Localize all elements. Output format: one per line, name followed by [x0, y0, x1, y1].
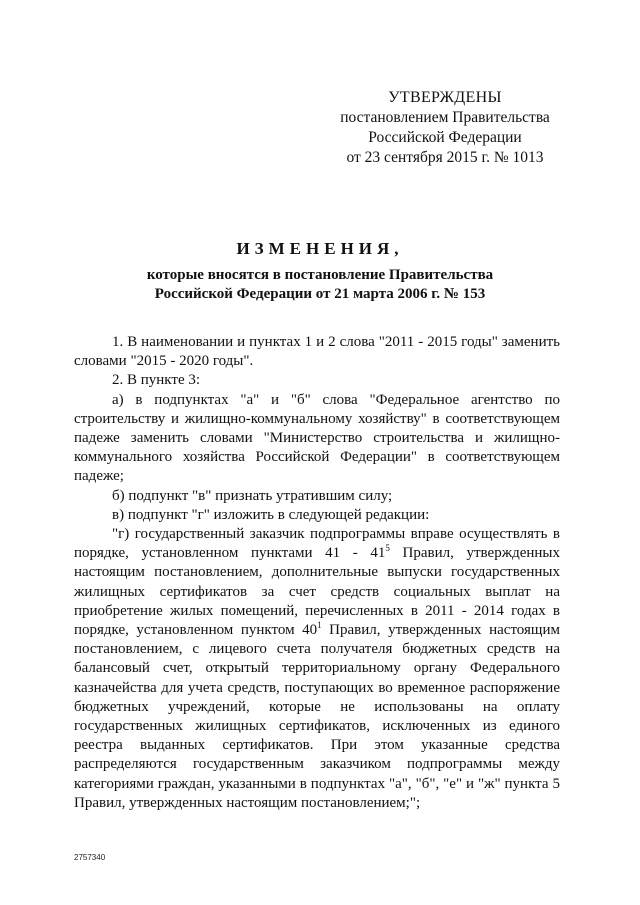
paragraph-6-superscript-1: 5	[385, 543, 390, 554]
paragraph-3: а) в подпунктах "а" и "б" слова "Федеральное агентство по строительству и жилищно-коммунальному хозяйству" в соответствующем падеже заменить словами "Министерство строительства и жилищно-коммунального хозяйства Российской Федерации" в соответствующем падеже;	[74, 391, 560, 485]
paragraph-6-part-a: "г) государственный заказчик подпрограммы вправе осуществлять в порядке, установленном пунктами 41 - 41	[74, 526, 560, 562]
document-subtitle-line-1: которые вносятся в постановление Правительства	[146, 267, 494, 283]
document-title: ИЗМЕНЕНИЯ,	[236, 239, 404, 258]
paragraph-6-part-b: Правил, утвержденных настоящим постановлением, дополнительные выпуски государственных жилищных сертификатов за счет средств социальных выплат на приобретение жилых помещений, перечисленных в 2011 - 2014 годах в порядке, установленном пунктом 40	[74, 545, 560, 639]
document-heading	[0, 238, 640, 304]
document-subtitle-line-2: Российской Федерации от 21 марта 2006 г. № 153	[154, 286, 486, 302]
approval-line-3: от 23 сентября 2015 г. № 1013	[346, 149, 544, 166]
approval-line-1: постановлением Правительства	[340, 109, 550, 126]
paragraph-1: 1. В наименовании и пунктах 1 и 2 слова "2011 - 2015 годы" заменить словами "2015 - 2020 годы".	[74, 334, 560, 370]
paragraph-6-superscript-2: 1	[317, 620, 322, 631]
paragraph-6	[74, 525, 560, 813]
paragraph-5: в) подпункт "г" изложить в следующей редакции:	[112, 506, 430, 523]
paragraph-4: б) подпункт "в" признать утратившим силу;	[112, 487, 393, 504]
paragraph-6-part-c: Правил, утвержденных настоящим постановлением, с лицевого счета получателя бюджетных средств на балансовый счет, открытый территориальному органу Федерального казначейства для учета средств, поступающих во временное распоряжение бюджетных учреждений, которые не использованы на оплату государственных жилищных сертификатов, исключенных из единого реестра выданных сертификатов. При этом указанные средства распределяются государственным заказчиком подпрограммы между категориями граждан, указанными в подпунктах "а", "б", "е" и "ж" пункта 5 Правил, утвержденных настоящим постановлением;";	[74, 622, 560, 811]
approval-stamp	[330, 88, 560, 168]
approval-line-2: Российской Федерации	[368, 129, 522, 146]
document-body	[74, 333, 560, 813]
paragraph-2: 2. В пункте 3:	[112, 372, 201, 389]
approval-title: УТВЕРЖДЕНЫ	[388, 89, 502, 106]
document-code: 2757340	[74, 853, 106, 862]
